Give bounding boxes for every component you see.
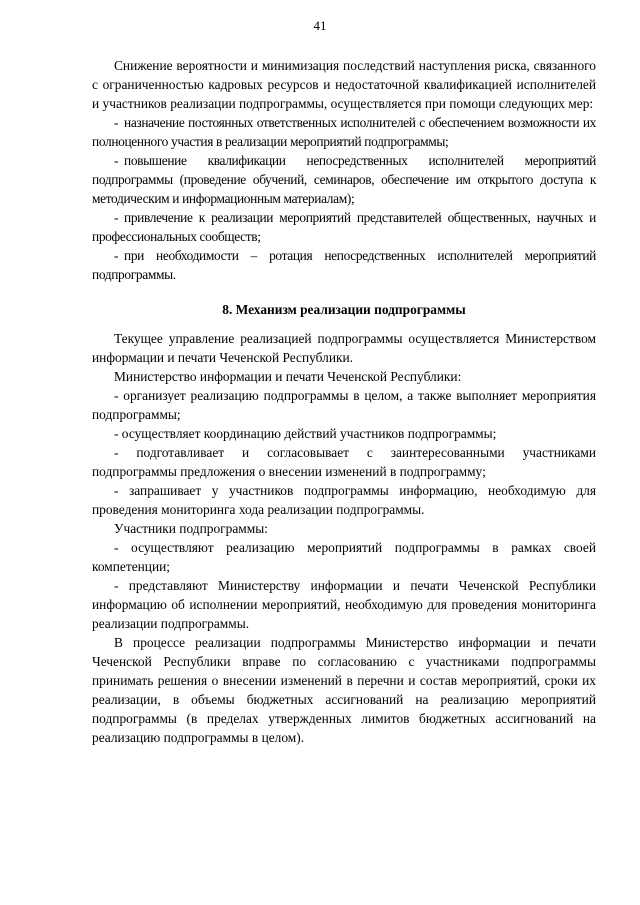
changes-paragraph: В процессе реализации подпрограммы Министерство информации и печати Чеченской Республики вправе по согласованию с участниками подпрограммы принимать решения о внесении изменений в перечни и состав мероприятий, сроки их реализации, в объемы бюджетных ассигнований на реализацию мероприятий подпрограммы (в пределах утвержденных лимитов бюджетных ассигнований на реализацию подпрограммы в целом). — [92, 635, 596, 745]
section-heading: 8. Механизм реализации подпрограммы — [222, 302, 466, 317]
risk-measure-item — [92, 208, 596, 246]
risk-measure-item — [92, 246, 596, 284]
risk-measure-text: привлечение к реализации мероприятий представителей общественных, научных и профессиональных сообществ; — [92, 210, 596, 244]
ministry-duty-item: - подготавливает и согласовывает с заинтересованными участниками подпрограммы предложения о внесении изменений в подпрограмму; — [92, 445, 596, 479]
list-dash: - — [114, 210, 119, 225]
ministry-intro-paragraph: Министерство информации и печати Чеченской Республики: — [114, 369, 462, 384]
management-paragraph: Текущее управление реализацией подпрограммы осуществляется Министерством информации и печати Чеченской Республики. — [92, 331, 596, 365]
risk-intro-paragraph: Снижение вероятности и минимизация последствий наступления риска, связанного с ограниченностью кадровых ресурсов и недостаточной квалификацией исполнителей и участников реализации подпрограммы, осуществляется при помощи следующих мер: — [92, 58, 596, 111]
list-dash: - — [114, 248, 119, 263]
list-dash: - — [114, 153, 119, 168]
participant-duty-item: - осуществляют реализацию мероприятий подпрограммы в рамках своей компетенции; — [92, 540, 596, 574]
ministry-duty-item: - запрашивает у участников подпрограммы информацию, необходимую для проведения мониторинга хода реализации подпрограммы. — [92, 483, 596, 517]
list-dash: - — [114, 115, 119, 130]
risk-measure-item — [92, 113, 596, 151]
document-body — [92, 56, 596, 747]
participants-intro-paragraph: Участники подпрограммы: — [114, 521, 268, 536]
ministry-duty-item: - организует реализацию подпрограммы в целом, а также выполняет мероприятия подпрограммы; — [92, 388, 596, 422]
risk-measure-text: назначение постоянных ответственных исполнителей с обеспечением возможности их полноценного участия в реализации мероприятий подпрограммы; — [92, 115, 596, 149]
participant-duty-item: - представляют Министерству информации и печати Чеченской Республики информацию об исполнении мероприятий, необходимую для проведения мониторинга реализации подпрограммы. — [92, 578, 596, 631]
risk-measure-text: при необходимости – ротация непосредственных исполнителей мероприятий подпрограммы. — [92, 248, 596, 282]
risk-measure-item — [92, 151, 596, 208]
risk-measure-text: повышение квалификации непосредственных исполнителей мероприятий подпрограммы (проведение обучений, семинаров, обеспечение им открытого доступа к методическим и информационным материалам); — [92, 153, 596, 206]
ministry-duty-item: - осуществляет координацию действий участников подпрограммы; — [114, 426, 497, 441]
page-number: 41 — [313, 18, 327, 33]
